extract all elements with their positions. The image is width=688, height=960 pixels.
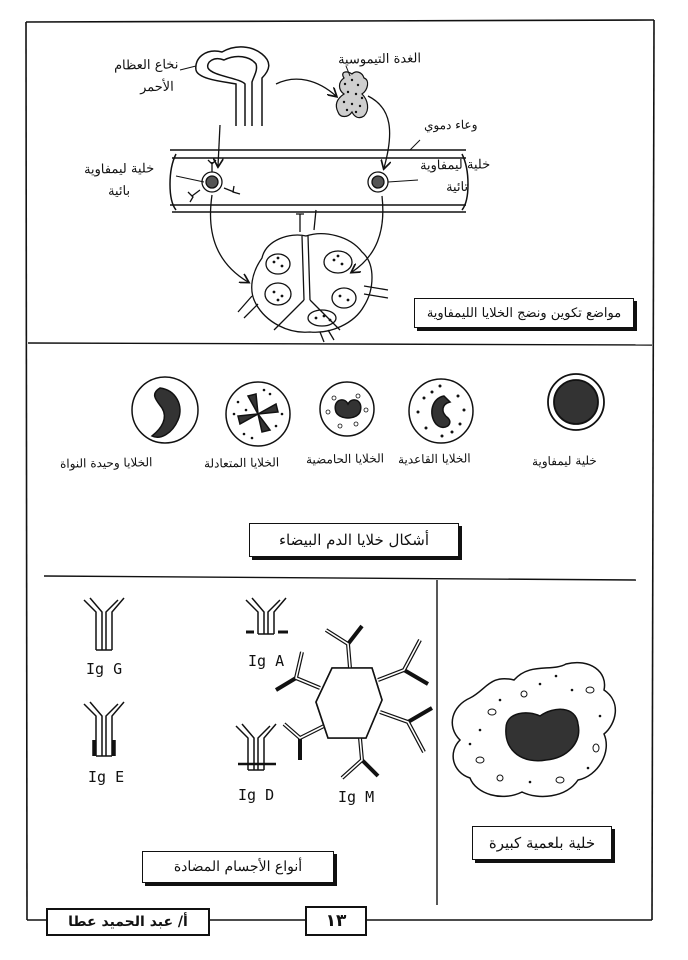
iga-label: Ig A	[248, 652, 285, 670]
antibody-igg-icon	[84, 598, 124, 650]
t-lymphocyte-label: خلية ليمفاوية	[419, 157, 491, 174]
t-lymphocyte-icon	[368, 172, 388, 192]
ige-label: Ig E	[88, 768, 125, 786]
eosinophil-icon	[320, 382, 374, 436]
lymphocyte-label: خلية ليمفاوية	[531, 453, 597, 469]
antibody-ige-icon	[84, 702, 124, 756]
b-lymphocyte-label-line2: بائية	[107, 183, 131, 200]
neutrophil-label: الخلايا المتعادلة	[203, 455, 280, 471]
t-lymphocyte-label-line2: تائية	[445, 179, 469, 196]
neutrophil-icon	[226, 382, 290, 446]
antibody-igm-icon	[276, 626, 432, 778]
monocyte-icon	[132, 377, 198, 443]
antibody-iga-icon	[246, 598, 288, 634]
bone-icon	[196, 47, 269, 126]
wbc-caption: أشكال خلايا الدم البيضاء	[249, 523, 459, 557]
monocyte-label: الخلايا وحيدة النواة	[59, 455, 153, 471]
eosinophil-label: الخلايا الحامضية	[305, 451, 385, 467]
b-lymphocyte-icon	[188, 160, 240, 202]
formation-caption: مواضع تكوين ونضج الخلايا الليمفاوية	[414, 298, 634, 328]
antibody-igd-icon	[236, 724, 276, 770]
macrophage-icon	[452, 663, 615, 797]
bone-marrow-label: نخاع العظام	[113, 57, 179, 74]
lymph-node-icon	[238, 210, 388, 342]
blood-vessel-label: وعاء دموي	[423, 117, 478, 133]
page-number: ١٣	[305, 906, 367, 936]
author-label: أ/ عبد الحميد عطا	[46, 908, 210, 936]
basophil-label: الخلايا القاعدية	[397, 451, 471, 467]
thymus-label: الغدة التيموسية	[337, 51, 422, 68]
igm-label: Ig M	[338, 788, 375, 806]
macrophage-caption: خلية بلعمية كبيرة	[472, 826, 612, 860]
thymus-icon	[336, 72, 367, 118]
antibodies-caption: أنواع الأجسام المضادة	[142, 851, 334, 883]
lymphocyte-icon	[548, 374, 604, 430]
igd-label: Ig D	[238, 786, 275, 804]
igg-label: Ig G	[86, 660, 123, 678]
bone-marrow-label-line2: الأحمر	[139, 79, 174, 96]
basophil-icon	[409, 379, 473, 443]
b-lymphocyte-label: خلية ليمفاوية	[83, 161, 155, 178]
